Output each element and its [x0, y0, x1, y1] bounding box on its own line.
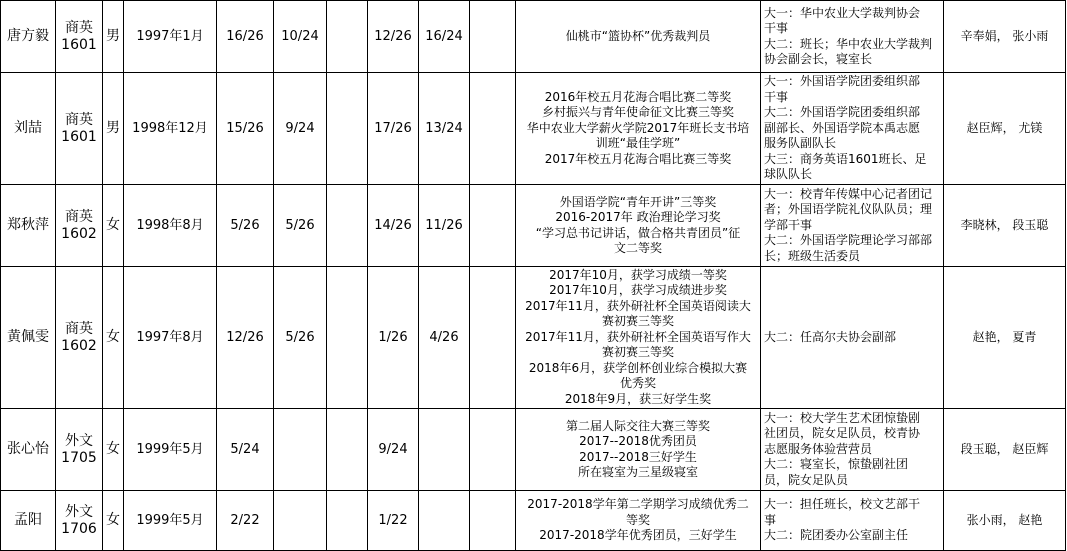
rank-cell-1: 15/26 [217, 73, 274, 185]
recommenders-cell: 段玉聪， 赵臣辉 [944, 409, 1066, 491]
rank-cell-1: 12/26 [217, 267, 274, 409]
rank-cell-6 [470, 73, 516, 185]
rank-cell-2 [274, 491, 327, 551]
rank-cell-3 [327, 185, 368, 267]
gender-cell: 男 [103, 73, 124, 185]
text-line: 2017年10月，获学习成绩进步奖 [549, 283, 727, 298]
class-cell [56, 491, 103, 551]
rank-cell-5 [419, 491, 470, 551]
text-line: 外文 [65, 432, 93, 449]
text-line: 大一：华中农业大学裁判协会 [764, 5, 921, 20]
text-line: 学部干事 [764, 217, 813, 232]
awards-cell [516, 491, 761, 551]
rank-cell-4: 12/26 [368, 1, 419, 73]
rank-cell-3 [327, 409, 368, 491]
text-line: 商英 [65, 111, 93, 128]
text-line: 第二届人际交往大赛三等奖 [565, 418, 710, 433]
rank-cell-6 [470, 491, 516, 551]
duties-cell [761, 491, 944, 551]
birth-cell: 1999年5月 [124, 409, 217, 491]
student-name: 郑秋萍 [1, 185, 56, 267]
text-line: 优秀奖 [619, 376, 656, 391]
class-cell [56, 409, 103, 491]
text-line: 副部长、外国语学院本禹志愿 [764, 120, 921, 135]
rank-cell-6 [470, 267, 516, 409]
class-cell [56, 73, 103, 185]
text-line: 球队队长 [764, 167, 813, 182]
gender-cell: 女 [103, 409, 124, 491]
student-name: 刘喆 [1, 73, 56, 185]
rank-cell-1: 16/26 [217, 1, 274, 73]
rank-cell-2: 9/24 [274, 73, 327, 185]
rank-cell-5: 4/26 [419, 267, 470, 409]
text-line: 大一：担任班长，校文艺部干 [764, 497, 921, 512]
table-row [1, 73, 1066, 185]
text-line: 服务队副队长 [764, 136, 837, 151]
rank-cell-4: 14/26 [368, 185, 419, 267]
gender-cell: 女 [103, 185, 124, 267]
text-line: 大二：班长；华中农业大学裁判 [764, 36, 933, 51]
text-line: 事 [764, 512, 777, 527]
text-line: 2018年6月，获学创杯创业综合模拟大赛 [528, 360, 748, 375]
text-line: 社团员，院女足队员，校青协 [764, 426, 921, 441]
rank-cell-5: 16/24 [419, 1, 470, 73]
recommenders-cell: 赵艳， 夏青 [944, 267, 1066, 409]
rank-cell-6 [470, 409, 516, 491]
rank-cell-2: 10/24 [274, 1, 327, 73]
rank-cell-4: 1/26 [368, 267, 419, 409]
rank-cell-5: 11/26 [419, 185, 470, 267]
text-line: 2017--2018三好学生 [579, 449, 697, 464]
text-line: 大一：外国语学院团委组织部 [764, 74, 921, 89]
duties-cell [761, 1, 944, 73]
text-line: 2017-2018学年优秀团员，三好学生 [539, 528, 737, 543]
text-line: 1601 [61, 36, 97, 53]
rank-cell-2: 5/26 [274, 267, 327, 409]
student-name: 张心怡 [1, 409, 56, 491]
awards-cell [516, 1, 761, 73]
text-line: 志愿服务体验营营员 [764, 441, 873, 456]
text-line: 大三：商务英语1601班长、足 [764, 151, 927, 166]
recommenders-cell: 张小雨， 赵艳 [944, 491, 1066, 551]
rank-cell-1: 5/24 [217, 409, 274, 491]
class-cell [56, 1, 103, 73]
rank-cell-3 [327, 267, 368, 409]
text-line: 2018年9月，获三好学生奖 [564, 391, 712, 406]
text-line: 训班“最佳学班” [595, 136, 681, 151]
text-line: 干事 [764, 21, 789, 35]
text-line: 大二：外国语学院理论学习部部 [764, 233, 933, 248]
text-line: 外文 [65, 503, 93, 520]
rank-cell-3 [327, 1, 368, 73]
rank-cell-2: 5/26 [274, 185, 327, 267]
text-line: 大二：院团委办公室副主任 [764, 528, 909, 543]
text-line: 2017年11月，获外研社杯全国英语写作大 [525, 329, 751, 344]
text-line: 协会副会长，寝室长 [764, 52, 873, 66]
table-row [1, 409, 1066, 491]
text-line: 2017年11月，获外研社杯全国英语阅读大 [525, 298, 751, 313]
text-line: 商英 [65, 208, 93, 225]
table-row [1, 491, 1066, 551]
text-line: 外国语学院“青年开讲”三等奖 [559, 194, 717, 209]
text-line: 1602 [61, 337, 97, 354]
birth-cell: 1997年8月 [124, 267, 217, 409]
text-line: 2017年校五月花海合唱比赛三等奖 [544, 151, 732, 166]
text-line: 等奖 [625, 512, 650, 527]
rank-cell-3 [327, 73, 368, 185]
table-row [1, 185, 1066, 267]
text-line: 商英 [65, 320, 93, 337]
table-row [1, 1, 1066, 73]
rank-cell-6 [470, 1, 516, 73]
rank-cell-4: 9/24 [368, 409, 419, 491]
rank-cell-1: 5/26 [217, 185, 274, 267]
text-line: 2017年10月，获学习成绩一等奖 [549, 267, 727, 282]
awards-cell [516, 409, 761, 491]
student-name: 黄佩雯 [1, 267, 56, 409]
text-line: 长；班级生活委员 [764, 248, 861, 263]
text-line: 1706 [61, 520, 97, 537]
text-line: 1602 [61, 225, 97, 242]
rank-cell-4: 17/26 [368, 73, 419, 185]
table-row [1, 267, 1066, 409]
gender-cell: 女 [103, 491, 124, 551]
birth-cell: 1998年8月 [124, 185, 217, 267]
text-line: 员，院女足队员 [764, 472, 849, 487]
rank-cell-4: 1/22 [368, 491, 419, 551]
rank-cell-6 [470, 185, 516, 267]
birth-cell: 1999年5月 [124, 491, 217, 551]
text-line: 1601 [61, 128, 97, 145]
gender-cell: 男 [103, 1, 124, 73]
table-body [1, 1, 1066, 551]
recommenders-cell: 辛奉娟， 张小雨 [944, 1, 1066, 73]
awards-cell [516, 267, 761, 409]
rank-cell-5: 13/24 [419, 73, 470, 185]
text-line: 乡村振兴与青年使命征文比赛三等奖 [541, 105, 734, 120]
recommenders-cell: 李晓林， 段玉聪 [944, 185, 1066, 267]
text-line: 者；外国语学院礼仪队队员；理 [764, 202, 933, 217]
text-line: 2016-2017年 政治理论学习奖 [555, 210, 721, 224]
text-line: 商英 [65, 19, 93, 36]
text-line: 赛初赛三等奖 [601, 314, 674, 329]
class-cell [56, 267, 103, 409]
text-line: “学习总书记讲话，做合格共青团员”征 [535, 225, 741, 240]
awards-cell [516, 185, 761, 267]
text-line: 2017--2018优秀团员 [579, 434, 697, 448]
text-line: 大一：校青年传媒中心记者团记 [764, 186, 933, 201]
text-line: 干事 [764, 89, 789, 104]
rank-cell-1: 2/22 [217, 491, 274, 551]
text-line: 华中农业大学薪火学院2017年班长支书培 [526, 120, 750, 135]
birth-cell: 1998年12月 [124, 73, 217, 185]
text-line: 赛初赛三等奖 [601, 345, 674, 360]
duties-cell [761, 73, 944, 185]
student-name: 唐方毅 [1, 1, 56, 73]
rank-cell-3 [327, 491, 368, 551]
text-line: 1705 [61, 449, 97, 466]
birth-cell: 1997年1月 [124, 1, 217, 73]
rank-cell-5 [419, 409, 470, 491]
duties-cell [761, 267, 944, 409]
text-line: 所在寝室为三星级寝室 [577, 465, 698, 479]
student-name: 孟阳 [1, 491, 56, 551]
text-line: 大一：校大学生艺术团惊蛰剧 [764, 410, 921, 425]
rank-cell-2 [274, 409, 327, 491]
gender-cell: 女 [103, 267, 124, 409]
text-line: 2017-2018学年第二学期学习成绩优秀二 [527, 497, 749, 512]
duties-cell [761, 409, 944, 491]
awards-cell [516, 73, 761, 185]
text-line: 2016年校五月花海合唱比赛二等奖 [544, 89, 732, 104]
text-line: 仙桃市“篮协杯”优秀裁判员 [565, 28, 711, 43]
recommenders-cell: 赵臣辉， 尤镁 [944, 73, 1066, 185]
text-line: 大二：外国语学院团委组织部 [764, 105, 921, 120]
text-line: 大二：任高尔夫协会副部 [764, 329, 897, 344]
class-cell [56, 185, 103, 267]
duties-cell [761, 185, 944, 267]
text-line: 大二：寝室长，惊蛰剧社团 [764, 457, 909, 472]
text-line: 文二等奖 [613, 241, 662, 255]
